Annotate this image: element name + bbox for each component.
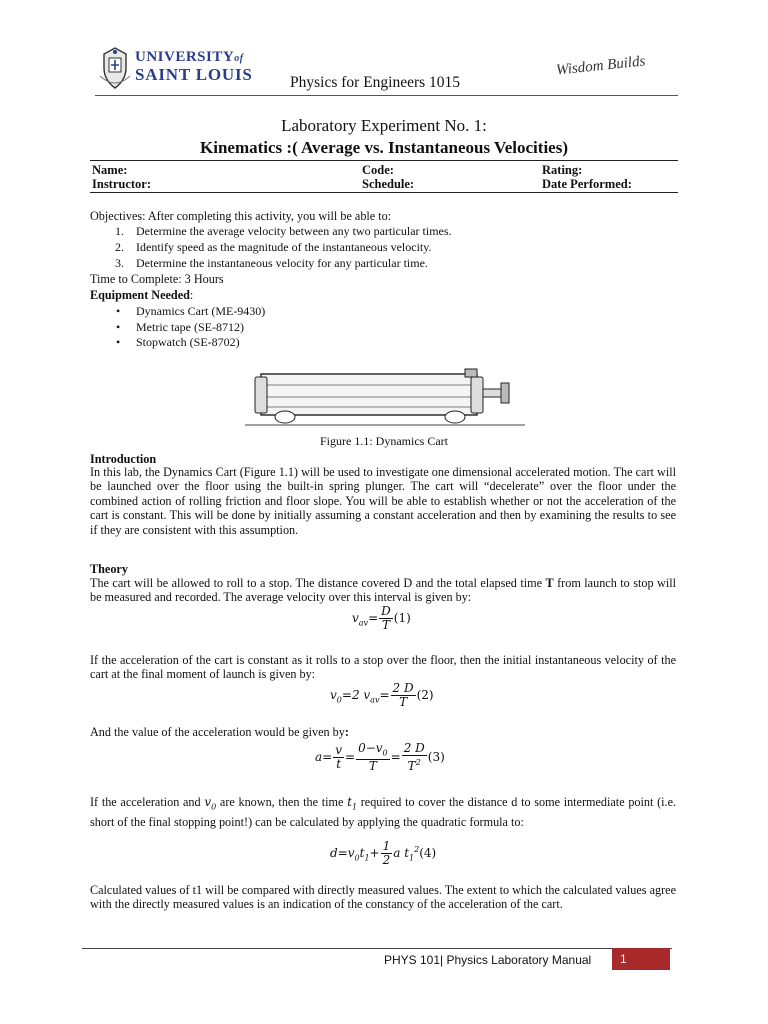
name-field: Name:: [92, 163, 128, 177]
objectives-intro: Objectives: After completing this activity, you will be able to:: [90, 209, 392, 223]
equation-4: $d=v_0t_1+$ $\frac{1}{2}$ a $t_1^2(4)$: [330, 839, 437, 867]
theory-paragraph-4: If the acceleration and $v_0$ are known, then the time $t_1$ required to cover the distance d to some intermediate point (i.e. short of the final stopping point!) can be calculated by applying the quadratic formula to:: [90, 795, 677, 829]
theory-paragraph-1: The cart will be allowed to roll to a stop. The distance covered D and the total elapsed time T from launch to stop will be measured and recorded. The average velocity over this interval is given by:: [90, 576, 676, 605]
equation-2: $v_0=2$ $v_{av}=$ $\frac{2 D}{T}$ (2): [330, 681, 434, 709]
equation-3: a= $\frac{v}{t}$ = $\frac{0-v_0}{T}$ = $\frac{2 D}{T^2}$ (3): [315, 741, 445, 774]
bullet-icon: •: [116, 320, 121, 334]
time-to-complete: Time to Complete: 3 Hours: [90, 272, 224, 286]
bullet-icon: •: [116, 304, 121, 318]
page-number-badge: [612, 948, 670, 970]
footer-divider: [82, 948, 672, 949]
instructor-field: Instructor:: [92, 177, 152, 191]
objective-number: 1.: [115, 224, 124, 238]
footer-label: PHYS 101| Physics Laboratory Manual: [384, 953, 592, 967]
fields-bottom-rule: [90, 192, 678, 193]
introduction-heading: Introduction: [90, 452, 157, 466]
course-title: Physics for Engineers 1015: [290, 74, 461, 91]
objective-item: Identify speed as the magnitude of the instantaneous velocity.: [136, 240, 432, 254]
objective-number: 3.: [115, 256, 124, 270]
equipment-item: Stopwatch (SE-8702): [136, 335, 240, 349]
theory-paragraph-5: Calculated values of t1 will be compared with directly measured values. The extent to which the calculated values agree with the directly measured values is an indication of the constancy of the acceleration of the cart.: [90, 883, 676, 912]
lab-title: Laboratory Experiment No. 1:: [281, 116, 487, 135]
date-performed-field: Date Performed:: [542, 177, 632, 191]
objective-item: Determine the average velocity between any two particular times.: [136, 224, 452, 238]
equipment-item: Metric tape (SE-8712): [136, 320, 244, 334]
code-field: Code:: [362, 163, 394, 177]
rating-field: Rating:: [542, 163, 583, 177]
lab-subtitle: Kinematics :( Average vs. Instantaneous Velocities): [200, 138, 568, 157]
bullet-icon: •: [116, 335, 121, 349]
page-number: 1: [620, 952, 627, 966]
fields-top-rule: [90, 160, 678, 161]
introduction-paragraph: In this lab, the Dynamics Cart (Figure 1.1) will be used to investigate one dimensional accelerated motion. The cart will be launched over the floor using the built-in spring plunger. The cart will “decelerate” over the floor under the combined action of rolling friction and floor slope. You will be able to establish whether or not the acceleration of the cart is constant. This will be done by initially assuming a constant acceleration and then by examining the results to see if they are consistent with this assumption.: [90, 465, 676, 537]
equipment-item: Dynamics Cart (ME-9430): [136, 304, 266, 318]
equation-1: $v_{av}=$ $\frac{D}{T}$ (1): [352, 604, 411, 632]
schedule-field: Schedule:: [362, 177, 415, 191]
objective-number: 2.: [115, 240, 124, 254]
objective-item: Determine the instantaneous velocity for any particular time.: [136, 256, 428, 270]
figure-caption: Figure 1.1: Dynamics Cart: [320, 434, 448, 448]
motto-signature: Wisdom Builds: [555, 53, 647, 79]
theory-paragraph-3: And the value of the acceleration would be given by:: [90, 725, 349, 739]
equipment-heading: Equipment Needed:: [90, 288, 194, 302]
university-seal-icon: [96, 46, 134, 92]
theory-paragraph-2: If the acceleration of the cart is constant as it rolls to a stop over the floor, then the initial instantaneous velocity of the cart at the final moment of launch is given by:: [90, 653, 676, 682]
university-logo-text: UNIVERSITYof SAINT LOUIS: [135, 49, 253, 84]
dynamics-cart-figure: [245, 365, 525, 429]
header-divider: [95, 95, 678, 96]
theory-heading: Theory: [90, 562, 128, 576]
